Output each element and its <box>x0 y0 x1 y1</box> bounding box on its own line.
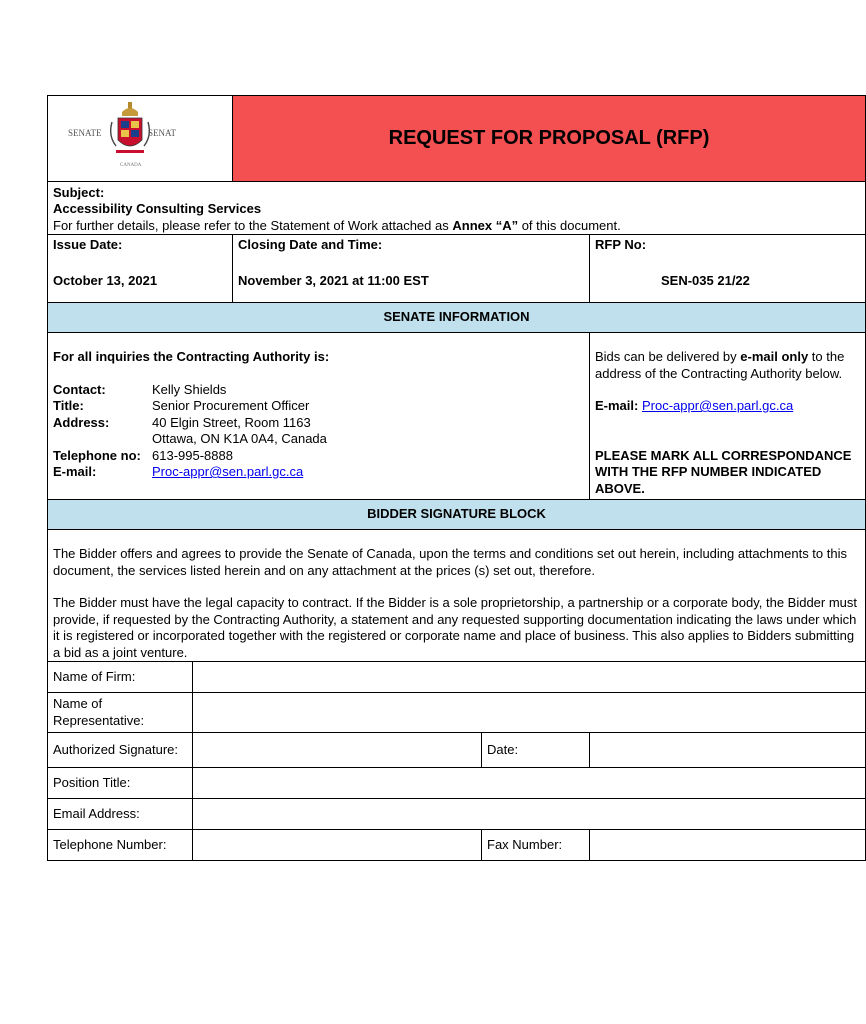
subject-details <box>53 218 860 235</box>
bidder-paragraph-2: The Bidder must have the legal capacity to contract. If the Bidder is a sole proprietorship, a partnership or a corporate body, the Bidder must provide, if requested by the Contracting Authority, a statement and any requested supporting documentation indicating the laws under which it is registered or incorporated together with the registered or corporate name and place of business. This also applies to Bidders submitting a bid as a joint venture. <box>53 595 858 660</box>
rfp-number-cell <box>590 235 866 303</box>
signature-label: Authorized Signature: <box>48 733 193 768</box>
bids-email-only: e-mail only <box>740 349 809 364</box>
issue-date-value: October 13, 2021 <box>53 272 158 288</box>
logo-text-right: SENAT <box>148 128 177 138</box>
senate-logo <box>48 96 233 182</box>
details-suffix: of this document. <box>518 217 621 233</box>
email-link[interactable]: Proc-appr@sen.parl.gc.ca <box>152 464 304 479</box>
telephone-label: Telephone no: <box>53 447 141 463</box>
telephone-value: 613-995-8888 <box>152 447 233 463</box>
rfp-form-table <box>47 95 866 861</box>
fax-number-input[interactable] <box>590 830 866 861</box>
email-address-label: Email Address: <box>48 799 193 830</box>
email-label: E-mail: <box>53 464 97 479</box>
closing-date-label: Closing Date and Time: <box>238 237 383 252</box>
bids-prefix: Bids can be delivered by <box>595 349 741 364</box>
position-title-label: Position Title: <box>48 768 193 799</box>
logo-text-bottom: CANADA <box>120 163 142 168</box>
closing-date-value: November 3, 2021 at 11:00 EST <box>238 272 429 288</box>
fax-number-label: Fax Number: <box>482 830 590 861</box>
issue-date-cell <box>48 235 233 303</box>
position-title-input[interactable] <box>193 768 866 799</box>
address-line-1: 40 Elgin Street, Room 1163 <box>152 414 311 430</box>
page-title: REQUEST FOR PROPOSAL (RFP) <box>233 96 866 182</box>
firm-name-input[interactable] <box>193 662 866 693</box>
telephone-number-label: Telephone Number: <box>48 830 193 861</box>
senate-crest-icon <box>48 96 233 176</box>
bidder-terms <box>48 530 866 662</box>
representative-input[interactable] <box>193 693 866 733</box>
bid-delivery-block <box>590 333 866 500</box>
representative-label: Name of Representative: <box>48 693 193 733</box>
issue-date-label: Issue Date: <box>53 237 123 252</box>
senate-information-heading: SENATE INFORMATION <box>48 303 866 333</box>
firm-name-label: Name of Firm: <box>48 662 193 693</box>
inquiries-heading: For all inquiries the Contracting Authority is: <box>53 349 330 364</box>
title-label: Title: <box>53 398 84 413</box>
email-address-input[interactable] <box>193 799 866 830</box>
bidder-signature-heading: BIDDER SIGNATURE BLOCK <box>48 500 866 530</box>
contact-label: Contact: <box>53 381 106 397</box>
logo-text-left: SENATE <box>68 128 102 138</box>
title-value: Senior Procurement Officer <box>152 398 310 413</box>
contracting-authority-block <box>48 333 590 500</box>
date-input[interactable] <box>590 733 866 768</box>
details-prefix: For further details, please refer to the Statement of Work attached as <box>53 217 453 233</box>
rfp-number-value: SEN-035 21/22 <box>661 272 750 288</box>
bids-delivery-text <box>595 349 860 382</box>
contact-value: Kelly Shields <box>152 381 227 397</box>
signature-input[interactable] <box>193 733 482 768</box>
mark-correspondence-notice: PLEASE MARK ALL CORRESPONDANCE WITH THE RFP NUMBER INDICATED ABOVE. <box>595 447 852 496</box>
bids-suffix: to the address of the Contracting Authority below. <box>595 349 845 381</box>
address-label: Address: <box>53 414 110 430</box>
annex-reference: Annex “A” <box>452 217 519 233</box>
rfp-number-label: RFP No: <box>595 237 647 252</box>
subject-label: Subject: <box>53 184 105 200</box>
closing-date-cell <box>233 235 590 303</box>
subject-block <box>48 181 866 235</box>
address-line-2: Ottawa, ON K1A 0A4, Canada <box>152 431 327 446</box>
bidder-paragraph-1: The Bidder offers and agrees to provide the Senate of Canada, upon the terms and conditions set out herein, including attachments to this document, the services listed herein and on any attachment at the prices (s) set out, therefore. <box>53 546 847 578</box>
date-label: Date: <box>482 733 590 768</box>
subject-value: Accessibility Consulting Services <box>53 201 262 216</box>
telephone-number-input[interactable] <box>193 830 482 861</box>
email2-label: E-mail: <box>595 398 642 413</box>
email2-link[interactable]: Proc-appr@sen.parl.gc.ca <box>641 398 794 413</box>
